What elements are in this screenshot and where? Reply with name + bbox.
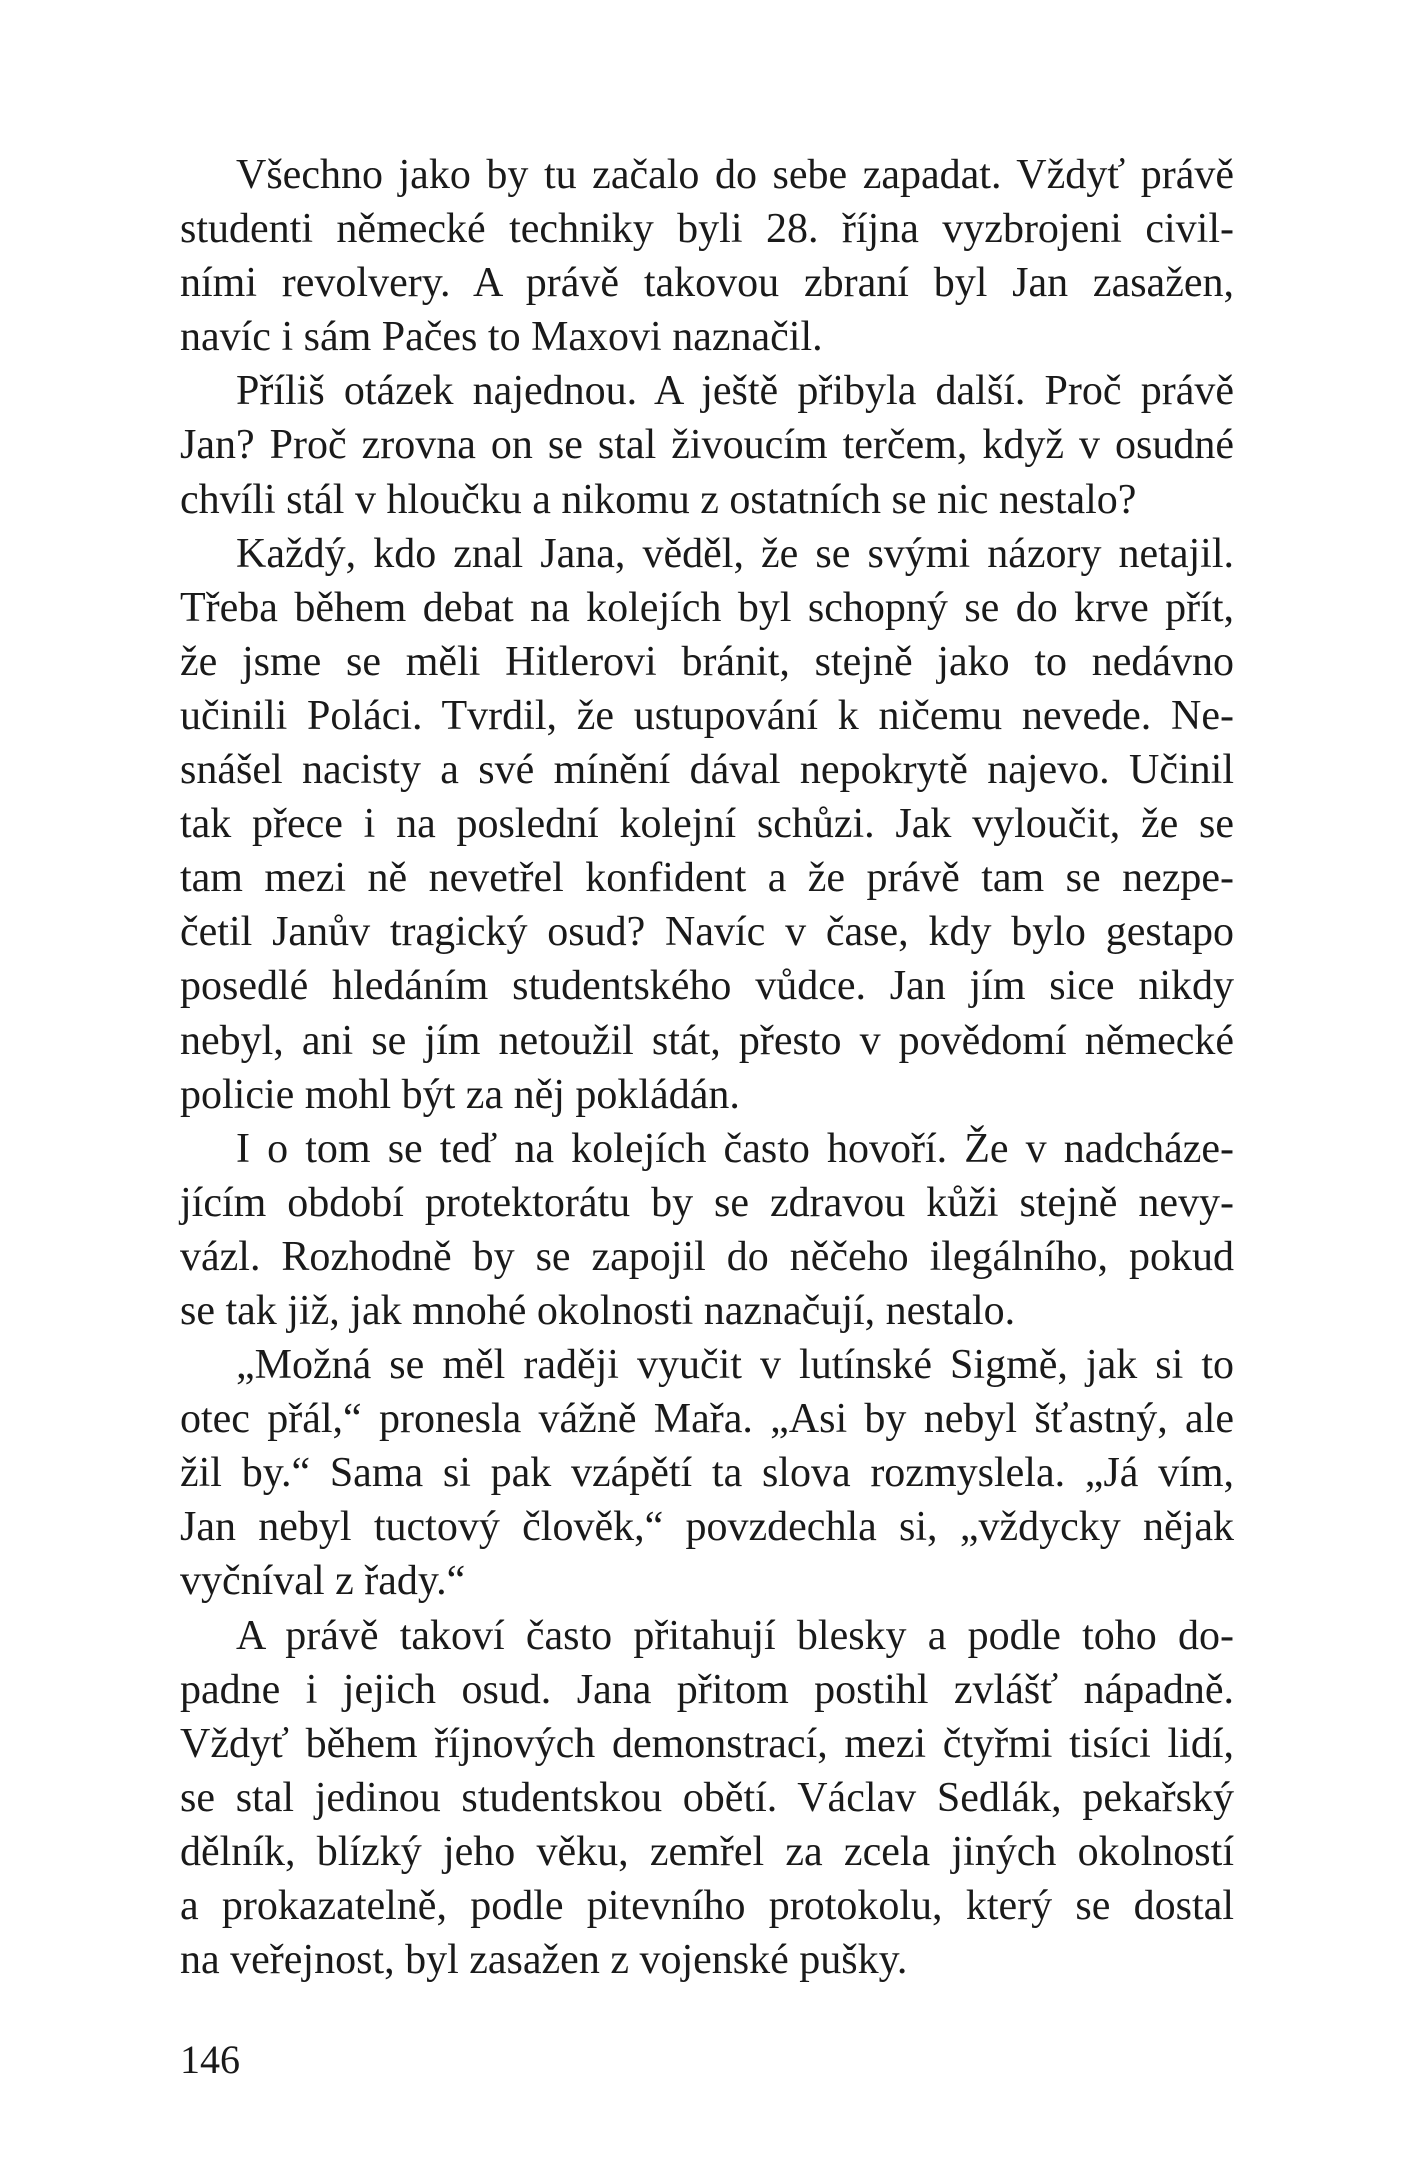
paragraph — [180, 1122, 1234, 1338]
text-line: vázl. Rozhodně by se zapojil do něčeho ilegálního, pokud — [180, 1233, 1234, 1280]
text-line: a prokazatelně, podle pitevního protokolu, který se dostal — [180, 1883, 1234, 1929]
text-line: Příliš otázek najednou. A ještě přibyla další. Proč právě — [236, 368, 1234, 415]
text-line: „Možná se měl raději vyučit v lutínské Sigmě, jak si to — [236, 1342, 1234, 1389]
text-line: četil Janův tragický osud? Navíc v čase, kdy bylo gestapo — [180, 909, 1234, 956]
text-line: padne i jejich osud. Jana přitom postihl zvlášť nápadně. — [180, 1666, 1234, 1713]
text-line: snášel nacisty a své mínění dával nepokrytě najevo. Učinil — [180, 747, 1234, 794]
paragraph — [180, 1338, 1234, 1608]
text-line: Jan? Proč zrovna on se stal živoucím terčem, když v osudné — [180, 422, 1234, 469]
text-line: Vždyť během říjnových demonstrací, mezi čtyřmi tisíci lidí, — [180, 1720, 1234, 1767]
text-line: učinili Poláci. Tvrdil, že ustupování k ničemu nevede. Ne- — [180, 692, 1234, 739]
text-line: nebyl, ani se jím netoužil stát, přesto v povědomí německé — [180, 1017, 1234, 1064]
paragraph — [180, 364, 1234, 526]
text-line: navíc i sám Pačes to Maxovi naznačil. — [180, 314, 823, 361]
paragraph — [180, 1609, 1234, 1988]
text-line: ními revolvery. A právě takovou zbraní byl Jan zasažen, — [180, 260, 1234, 307]
text-line: Jan nebyl tuctový člověk,“ povzdechla si, „vždycky nějak — [180, 1504, 1234, 1551]
text-line: tak přece i na poslední kolejní schůzi. Jak vyloučit, že se — [180, 801, 1234, 848]
text-line: se tak již, jak mnohé okolnosti naznačují, nestalo. — [180, 1287, 1016, 1334]
text-line: se stal jedinou studentskou obětí. Václav Sedlák, pekařský — [180, 1774, 1234, 1821]
text-line: jícím období protektorátu by se zdravou kůži stejně nevy- — [180, 1179, 1234, 1226]
text-line: tam mezi ně nevetřel konfident a že právě tam se nezpe- — [180, 855, 1234, 902]
text-line: policie mohl být za něj pokládán. — [180, 1071, 740, 1118]
text-line: Třeba během debat na kolejích byl schopný se do krve přít, — [180, 584, 1234, 631]
body-text — [180, 148, 1234, 1987]
text-line: I o tom se teď na kolejích často hovoří. Že v nadcháze- — [236, 1125, 1234, 1172]
text-line: otec přál,“ pronesla vážně Mařa. „Asi by nebyl šťastný, ale — [180, 1396, 1234, 1443]
text-line: dělník, blízký jeho věku, zemřel za zcela jiných okolností — [180, 1828, 1234, 1875]
text-line: Každý, kdo znal Jana, věděl, že se svými názory netajil. — [236, 530, 1234, 577]
text-line: Všechno jako by tu začalo do sebe zapadat. Vždyť právě — [236, 152, 1234, 198]
text-line: posedlé hledáním studentského vůdce. Jan jím sice nikdy — [180, 963, 1234, 1010]
page-number: 146 — [180, 2037, 240, 2082]
text-line: A právě takoví často přitahují blesky a podle toho do- — [236, 1612, 1234, 1659]
text-line: chvíli stál v hloučku a nikomu z ostatních se nic nestalo? — [180, 476, 1137, 523]
paragraph — [180, 148, 1234, 364]
text-line: že jsme se měli Hitlerovi bránit, stejně jako to nedávno — [180, 638, 1234, 685]
text-line: vyčníval z řady.“ — [180, 1558, 466, 1605]
text-line: žil by.“ Sama si pak vzápětí ta slova rozmyslela. „Já vím, — [180, 1450, 1234, 1497]
paragraph — [180, 527, 1234, 1122]
text-line: na veřejnost, byl zasažen z vojenské pušky. — [180, 1937, 908, 1984]
text-line: studenti německé techniky byli 28. října vyzbrojeni civil- — [180, 206, 1234, 253]
